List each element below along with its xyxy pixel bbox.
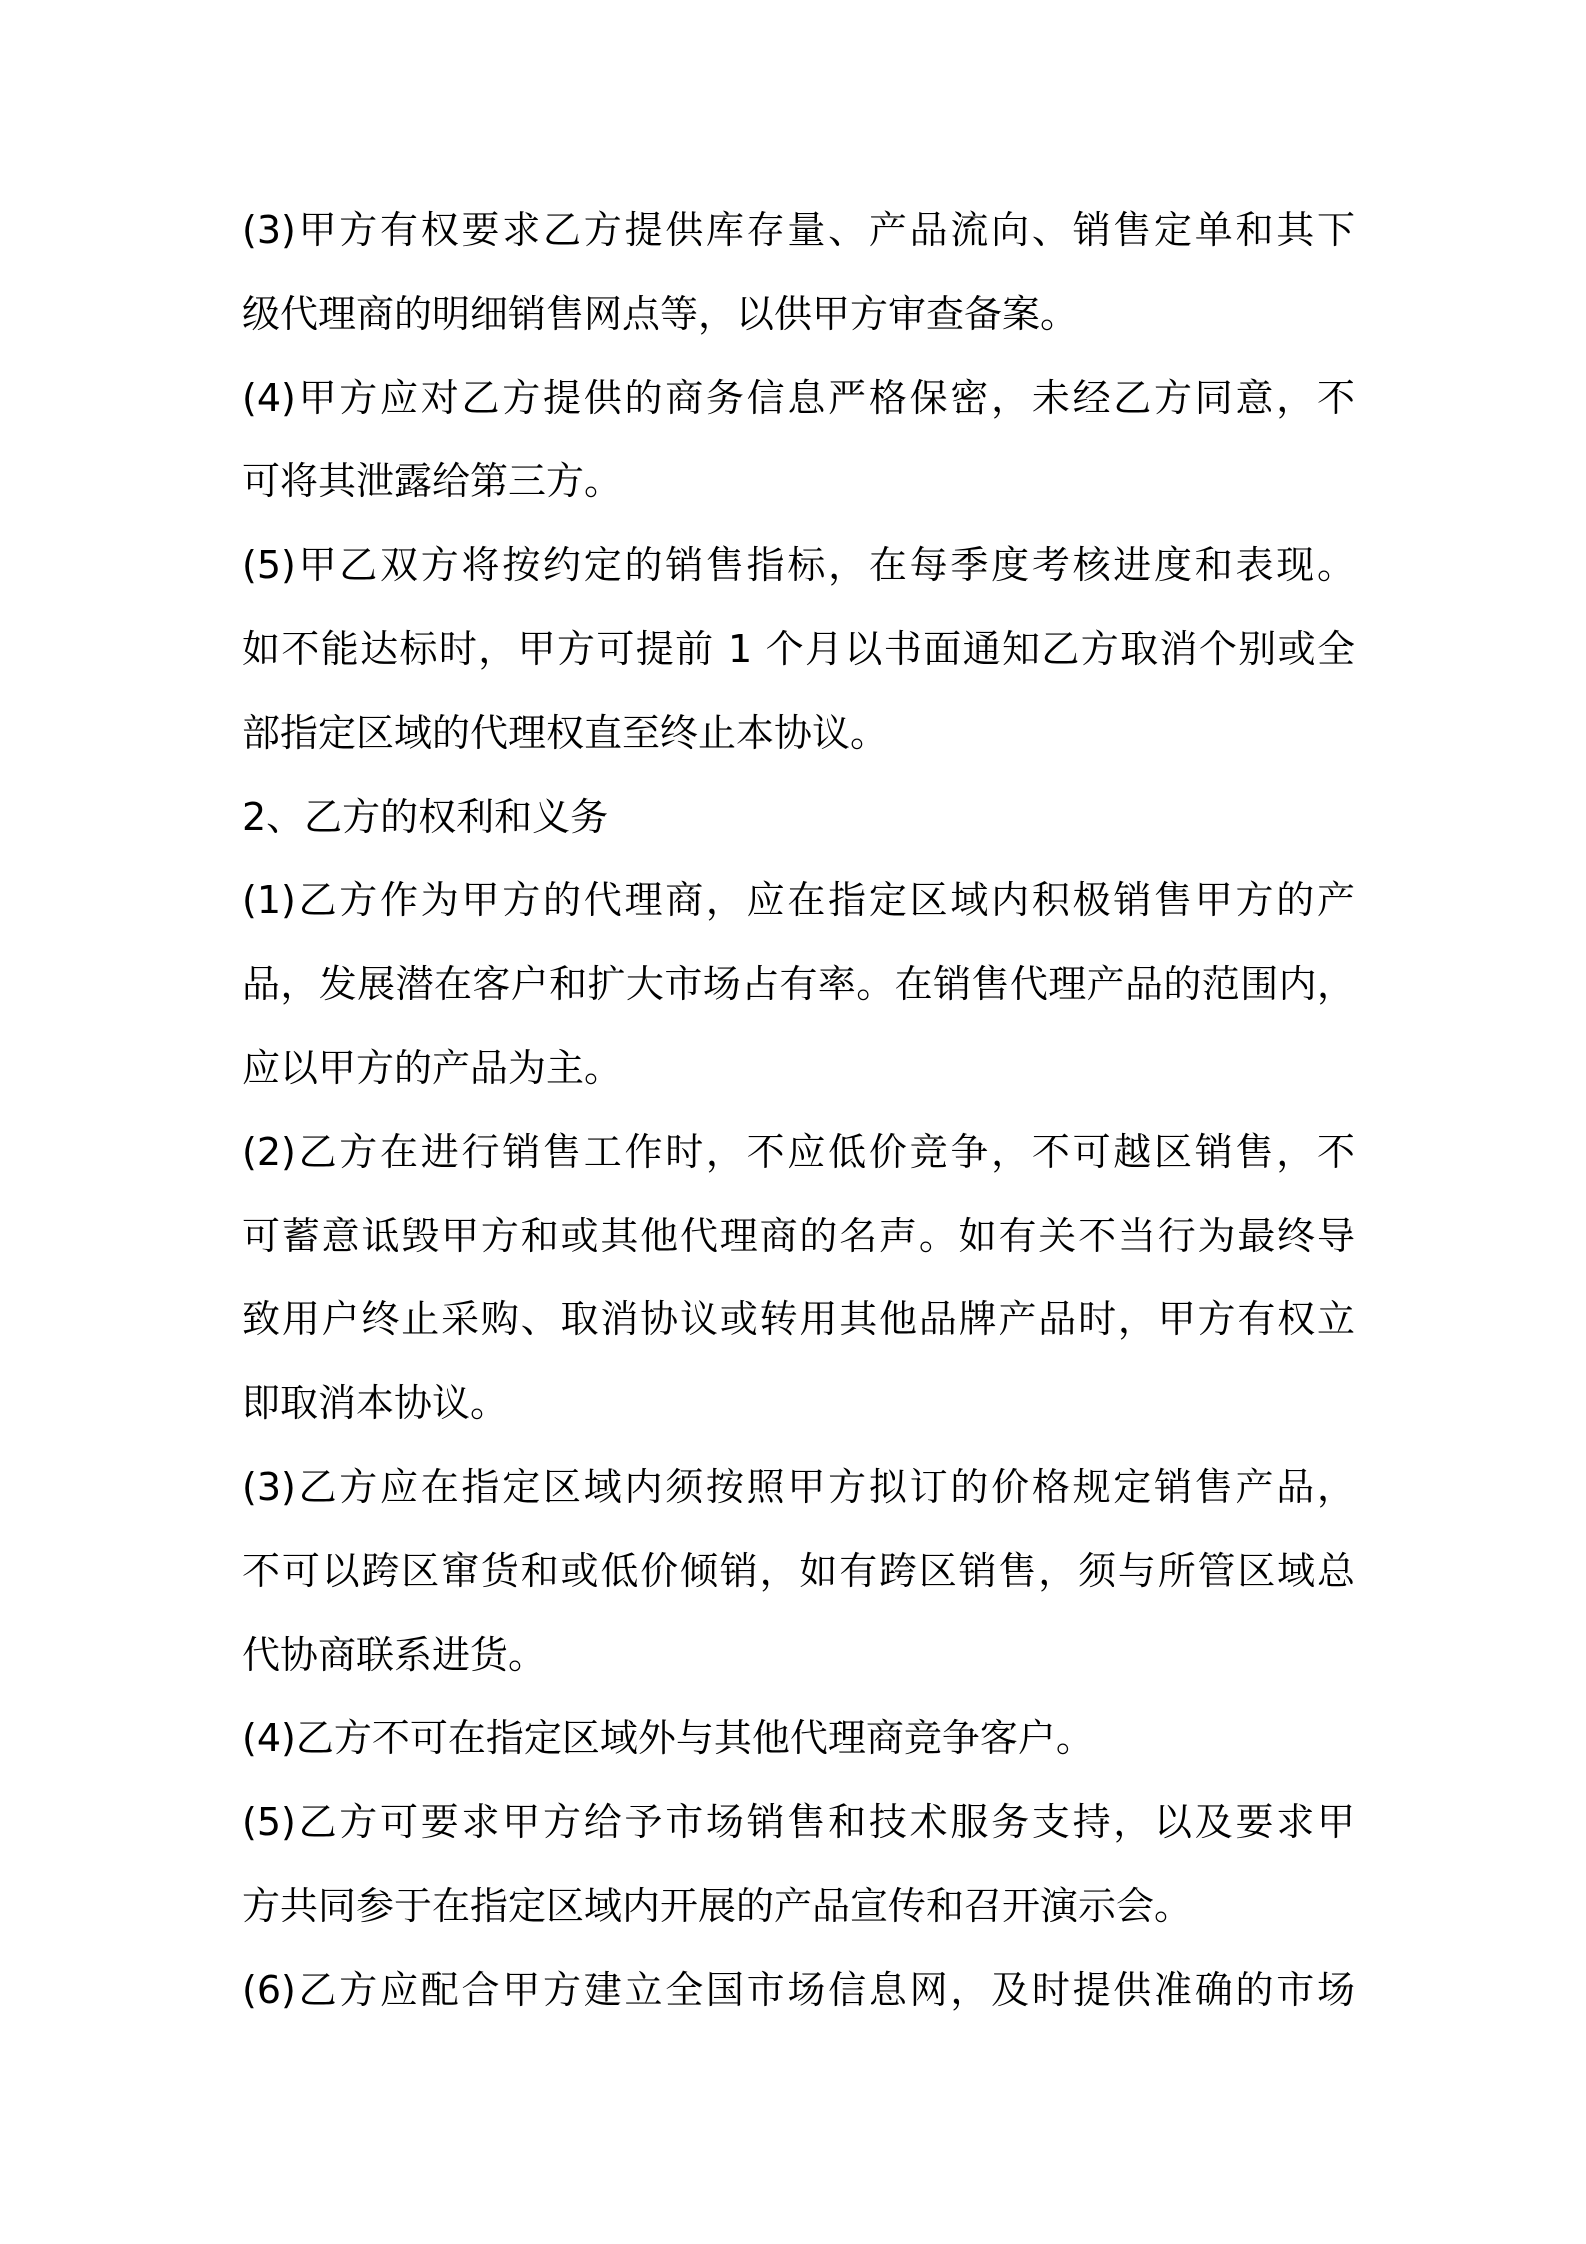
text-line: 品，发展潜在客户和扩大市场占有率。在销售代理产品的范围内， xyxy=(242,962,1355,1007)
text-line: (5)乙方可要求甲方给予市场销售和技术服务支持，以及要求甲 xyxy=(242,1800,1355,1845)
text-line: (5)甲乙双方将按约定的销售指标，在每季度考核进度和表现。 xyxy=(242,543,1355,588)
text-line: 即取消本协议。 xyxy=(242,1381,509,1426)
clause-paragraph xyxy=(242,1111,1355,1446)
clause-paragraph xyxy=(242,189,1355,357)
text-line: 方共同参于在指定区域内开展的产品宣传和召开演示会。 xyxy=(242,1883,1193,1928)
text-line: (3)乙方应在指定区域内须按照甲方拟订的价格规定销售产品， xyxy=(242,1464,1355,1509)
text-line: (3)甲方有权要求乙方提供库存量、产品流向、销售定单和其下 xyxy=(242,208,1355,252)
clause-paragraph xyxy=(242,1949,1355,2033)
document-body xyxy=(242,189,1355,2033)
clause-paragraph xyxy=(242,357,1355,525)
text-line: (4)乙方不可在指定区域外与其他代理商竞争客户。 xyxy=(242,1716,1094,1761)
text-line: (4)甲方应对乙方提供的商务信息严格保密，未经乙方同意，不 xyxy=(242,375,1355,420)
text-line: (6)乙方应配合甲方建立全国市场信息网，及时提供准确的市场 xyxy=(242,1967,1355,2012)
text-line: 如不能达标时，甲方可提前 1 个月以书面通知乙方取消个别或全 xyxy=(242,626,1355,671)
section-heading xyxy=(242,776,1355,860)
text-line: (1)乙方作为甲方的代理商，应在指定区域内积极销售甲方的产 xyxy=(242,878,1355,923)
clause-paragraph xyxy=(242,1781,1355,1949)
text-line: 代协商联系进货。 xyxy=(242,1632,547,1677)
text-line: 致用户终止采购、取消协议或转用其他品牌产品时，甲方有权立 xyxy=(242,1297,1355,1342)
text-line: 可将其泄露给第三方。 xyxy=(242,459,623,504)
text-line: 部指定区域的代理权直至终止本协议。 xyxy=(242,710,889,755)
text-line: 级代理商的明细销售网点等，以供甲方审查备案。 xyxy=(242,291,1079,336)
text-line: 应以甲方的产品为主。 xyxy=(242,1045,623,1090)
text-line: 2、乙方的权利和义务 xyxy=(242,794,609,839)
clause-paragraph xyxy=(242,524,1355,775)
text-line: 不可以跨区窜货和或低价倾销，如有跨区销售，须与所管区域总 xyxy=(242,1548,1355,1593)
clause-paragraph xyxy=(242,1697,1355,1781)
text-line: 可蓄意诋毁甲方和或其他代理商的名声。如有关不当行为最终导 xyxy=(242,1213,1355,1258)
clause-paragraph xyxy=(242,1446,1355,1697)
text-line: (2)乙方在进行销售工作时，不应低价竞争，不可越区销售，不 xyxy=(242,1129,1355,1174)
clause-paragraph xyxy=(242,859,1355,1110)
